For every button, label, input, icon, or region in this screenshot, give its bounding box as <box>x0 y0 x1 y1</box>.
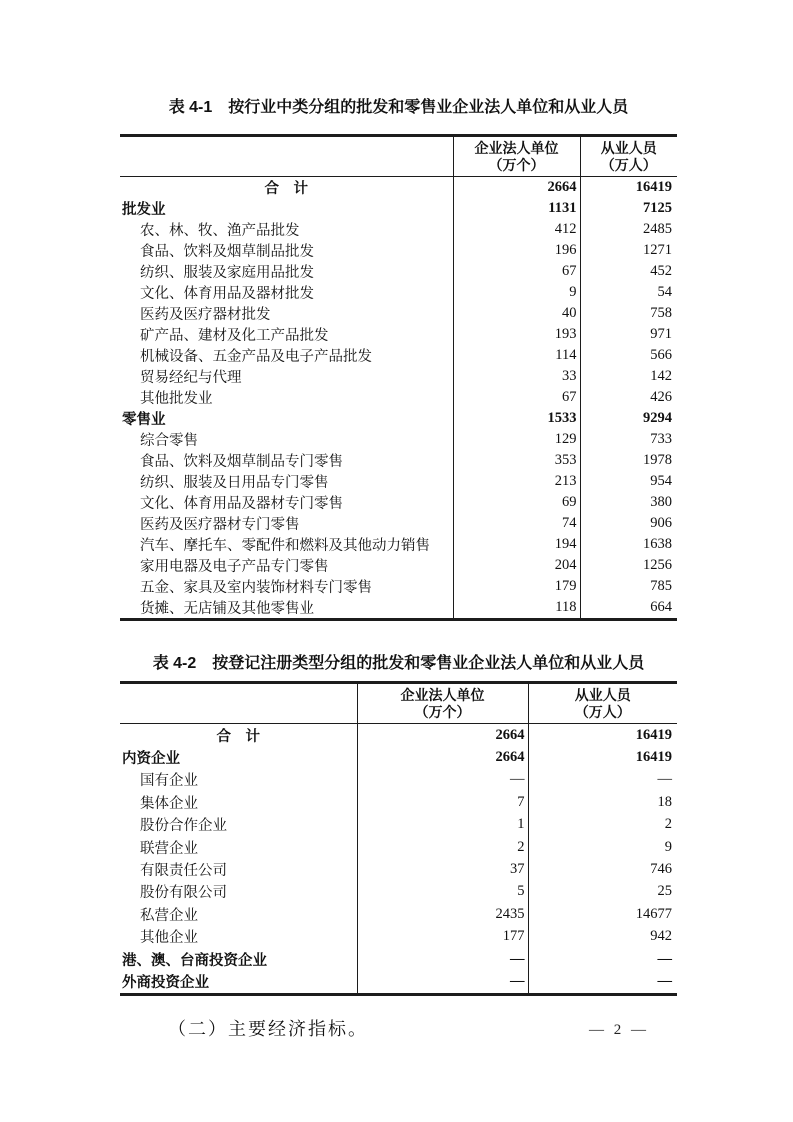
table-row <box>120 769 677 791</box>
row-label: 合 计 <box>216 728 260 745</box>
row-value-legal-units: 412 <box>453 219 580 240</box>
row-value-employees: 18 <box>528 791 677 813</box>
row-value-employees: 9 <box>528 836 677 858</box>
row-value-employees: 746 <box>528 858 677 880</box>
row-label: 农、林、牧、渔产品批发 <box>140 223 300 239</box>
row-value-legal-units: 194 <box>453 534 580 555</box>
row-value-legal-units: 179 <box>453 576 580 597</box>
col-header-line1: 从业人员 <box>574 686 631 703</box>
page-number: — 2 — <box>589 1022 649 1038</box>
row-value-legal-units: 2 <box>357 836 528 858</box>
row-label: 矿产品、建材及化工产品批发 <box>140 328 329 344</box>
row-value-employees: 1271 <box>580 240 677 261</box>
row-value-legal-units: 69 <box>453 492 580 513</box>
table-row <box>120 198 677 219</box>
row-value-employees: 785 <box>580 576 677 597</box>
row-value-legal-units: 74 <box>453 513 580 534</box>
row-value-employees: 9294 <box>580 408 677 429</box>
row-label: 五金、家具及室内装饰材料专门零售 <box>140 580 372 596</box>
row-label: 港、澳、台商投资企业 <box>122 952 267 969</box>
row-label: 家用电器及电子产品专门零售 <box>140 559 329 575</box>
table-row <box>120 791 677 813</box>
row-label: 综合零售 <box>140 433 198 449</box>
row-value-employees: 566 <box>580 345 677 366</box>
row-value-employees: 906 <box>580 513 677 534</box>
row-value-legal-units: — <box>357 948 528 970</box>
row-value-legal-units: 2435 <box>357 903 528 925</box>
row-value-legal-units: 1533 <box>453 408 580 429</box>
row-value-legal-units: 353 <box>453 450 580 471</box>
table-row <box>120 926 677 948</box>
row-value-employees: — <box>528 948 677 970</box>
row-value-legal-units: 1131 <box>453 198 580 219</box>
row-value-employees: 14677 <box>528 903 677 925</box>
row-value-employees: 664 <box>580 597 677 620</box>
col-header-legal-units <box>453 136 580 177</box>
row-label: 零售业 <box>122 412 166 428</box>
table-row <box>120 492 677 513</box>
row-value-employees: 758 <box>580 303 677 324</box>
row-value-employees: 142 <box>580 366 677 387</box>
table-row <box>120 387 677 408</box>
row-label: 文化、体育用品及器材批发 <box>140 286 314 302</box>
row-value-employees: 16419 <box>528 724 677 747</box>
row-value-legal-units: 40 <box>453 303 580 324</box>
row-value-employees: 54 <box>580 282 677 303</box>
row-label: 股份有限公司 <box>140 885 227 902</box>
table-row <box>120 345 677 366</box>
row-value-legal-units: 129 <box>453 429 580 450</box>
row-value-employees: 1978 <box>580 450 677 471</box>
row-label: 股份合作企业 <box>140 818 227 835</box>
table-row <box>120 836 677 858</box>
col-header-line2: （万人） <box>574 703 631 720</box>
row-label: 食品、饮料及烟草制品批发 <box>140 244 314 260</box>
row-label: 集体企业 <box>140 795 198 812</box>
table-row <box>120 555 677 576</box>
row-value-employees: 380 <box>580 492 677 513</box>
row-value-legal-units: 204 <box>453 555 580 576</box>
col-header-line2: （万个） <box>488 156 545 173</box>
row-label: 其他批发业 <box>140 391 213 407</box>
row-value-employees: 954 <box>580 471 677 492</box>
row-value-employees: — <box>528 970 677 994</box>
row-value-employees: 16419 <box>580 177 677 199</box>
table-row <box>120 903 677 925</box>
row-value-employees: 16419 <box>528 746 677 768</box>
row-value-employees: 452 <box>580 261 677 282</box>
table-header-row <box>120 136 677 177</box>
table-4-2-title: 表 4-2 按登记注册类型分组的批发和零售业企业法人单位和从业人员 <box>152 655 645 672</box>
section-subheading: （二）主要经济指标。 <box>168 1018 368 1039</box>
row-value-legal-units: 33 <box>453 366 580 387</box>
row-label: 内资企业 <box>122 751 180 768</box>
row-label: 联营企业 <box>140 840 198 857</box>
table-header-row <box>120 683 677 724</box>
col-header-employees <box>580 136 677 177</box>
row-label: 医药及医疗器材批发 <box>140 307 271 323</box>
page-content <box>120 0 677 1041</box>
row-value-legal-units: 193 <box>453 324 580 345</box>
row-value-legal-units: 67 <box>453 387 580 408</box>
row-value-legal-units: 2664 <box>453 177 580 199</box>
table-row <box>120 814 677 836</box>
row-value-employees: — <box>528 769 677 791</box>
table-4-1 <box>120 134 677 621</box>
row-value-employees: 25 <box>528 881 677 903</box>
row-label: 纺织、服装及日用品专门零售 <box>140 475 329 491</box>
table-row <box>120 429 677 450</box>
table-row <box>120 177 677 199</box>
table-row <box>120 858 677 880</box>
col-header-legal-units <box>357 683 528 724</box>
row-label: 合 计 <box>264 181 308 197</box>
table-row <box>120 881 677 903</box>
table-row <box>120 324 677 345</box>
row-label: 有限责任公司 <box>140 863 227 880</box>
row-value-legal-units: — <box>357 970 528 994</box>
row-value-employees: 2485 <box>580 219 677 240</box>
col-header-line2: （万个） <box>414 703 471 720</box>
row-value-legal-units: 67 <box>453 261 580 282</box>
row-value-employees: 2 <box>528 814 677 836</box>
table-4-2 <box>120 681 677 996</box>
row-value-employees: 7125 <box>580 198 677 219</box>
row-label-header <box>120 136 453 177</box>
row-value-legal-units: 9 <box>453 282 580 303</box>
table-row <box>120 597 677 620</box>
row-label: 批发业 <box>122 202 166 218</box>
table-row <box>120 240 677 261</box>
row-label: 汽车、摩托车、零配件和燃料及其他动力销售 <box>140 538 430 554</box>
table-row <box>120 219 677 240</box>
table-row <box>120 948 677 970</box>
table-row <box>120 303 677 324</box>
row-value-legal-units: — <box>357 769 528 791</box>
table-row <box>120 408 677 429</box>
table-row <box>120 576 677 597</box>
row-value-employees: 971 <box>580 324 677 345</box>
table-row <box>120 471 677 492</box>
row-value-legal-units: 118 <box>453 597 580 620</box>
row-value-employees: 733 <box>580 429 677 450</box>
row-value-legal-units: 1 <box>357 814 528 836</box>
row-value-legal-units: 2664 <box>357 746 528 768</box>
col-header-employees <box>528 683 677 724</box>
row-label: 贸易经纪与代理 <box>140 370 242 386</box>
row-value-legal-units: 7 <box>357 791 528 813</box>
row-label: 医药及医疗器材专门零售 <box>140 517 300 533</box>
table-row <box>120 970 677 994</box>
row-value-employees: 426 <box>580 387 677 408</box>
table-row <box>120 261 677 282</box>
row-value-legal-units: 37 <box>357 858 528 880</box>
row-label: 机械设备、五金产品及电子产品批发 <box>140 349 372 365</box>
table-4-1-title: 表 4-1 按行业中类分组的批发和零售业企业法人单位和从业人员 <box>168 99 629 116</box>
row-value-legal-units: 213 <box>453 471 580 492</box>
table-row <box>120 450 677 471</box>
row-value-legal-units: 5 <box>357 881 528 903</box>
table-row <box>120 534 677 555</box>
col-header-line1: 从业人员 <box>600 139 657 156</box>
row-value-legal-units: 2664 <box>357 724 528 747</box>
row-value-employees: 1256 <box>580 555 677 576</box>
row-label: 外商投资企业 <box>122 974 209 991</box>
table-row <box>120 366 677 387</box>
row-label: 纺织、服装及家庭用品批发 <box>140 265 314 281</box>
col-header-line2: （万人） <box>600 156 657 173</box>
row-label: 其他企业 <box>140 930 198 947</box>
table-row <box>120 724 677 747</box>
row-label: 国有企业 <box>140 773 198 790</box>
row-value-legal-units: 177 <box>357 926 528 948</box>
row-label-header <box>120 683 357 724</box>
row-value-employees: 942 <box>528 926 677 948</box>
row-value-legal-units: 114 <box>453 345 580 366</box>
col-header-line1: 企业法人单位 <box>474 139 559 156</box>
row-label: 货摊、无店铺及其他零售业 <box>140 601 314 617</box>
row-label: 文化、体育用品及器材专门零售 <box>140 496 343 512</box>
row-label: 私营企业 <box>140 907 198 924</box>
table-row <box>120 282 677 303</box>
row-label: 食品、饮料及烟草制品专门零售 <box>140 454 343 470</box>
row-value-legal-units: 196 <box>453 240 580 261</box>
col-header-line1: 企业法人单位 <box>400 686 485 703</box>
table-row <box>120 513 677 534</box>
table-row <box>120 746 677 768</box>
row-value-employees: 1638 <box>580 534 677 555</box>
